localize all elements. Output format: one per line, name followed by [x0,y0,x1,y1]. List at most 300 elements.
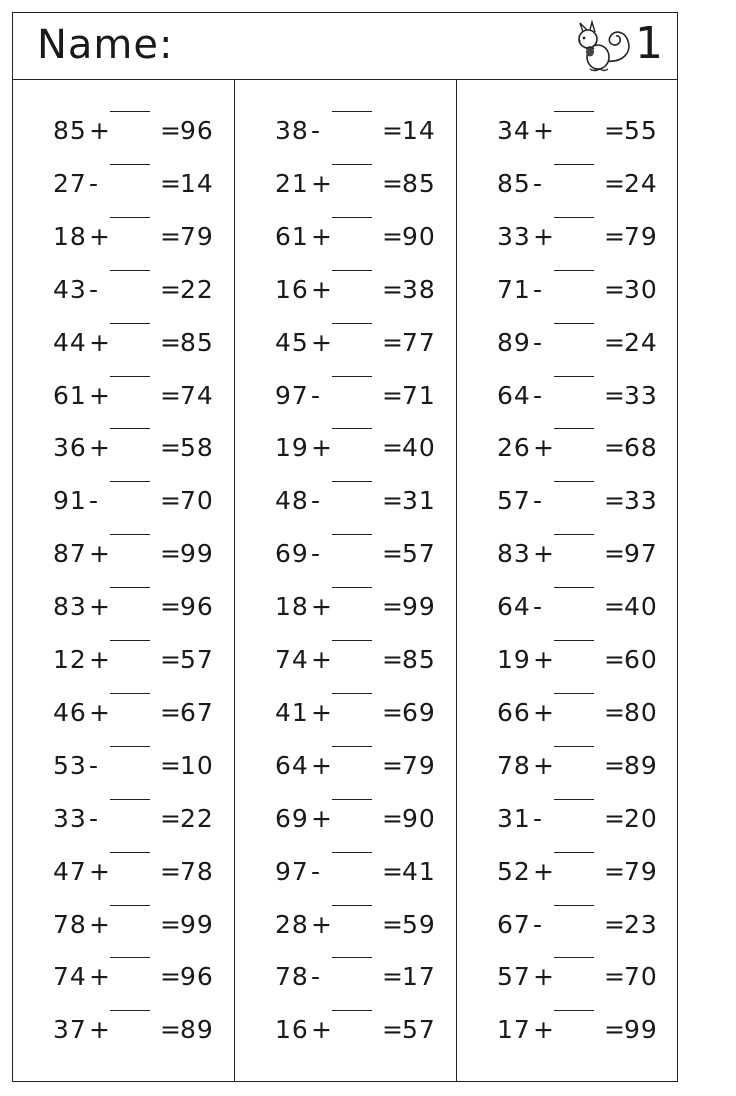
exercise-operator: - [311,380,322,410]
exercise-result: 38 [402,274,436,304]
exercise-operator: + [311,1015,333,1045]
exercise-operand: 33 [497,221,531,251]
answer-blank[interactable] [332,746,372,747]
answer-blank[interactable] [332,164,372,165]
exercise-result: 30 [624,274,658,304]
exercise-row [13,587,234,627]
exercise-row [13,957,234,997]
exercise-result: 33 [624,380,658,410]
answer-blank[interactable] [554,693,594,694]
equals-sign: = [382,856,404,886]
exercise-row [235,746,456,786]
exercise-result: 70 [624,962,658,992]
answer-blank[interactable] [110,270,150,271]
answer-blank[interactable] [332,957,372,958]
equals-sign: = [382,592,404,622]
equals-sign: = [604,539,626,569]
exercise-operator: + [89,856,111,886]
exercise-operator: - [533,803,544,833]
exercise-row [235,693,456,733]
exercise-operator: + [89,327,111,357]
exercise-operand: 61 [53,380,87,410]
answer-blank[interactable] [332,481,372,482]
exercise-operator: + [533,116,555,145]
exercise-operand: 89 [497,327,531,357]
exercise-operand: 71 [497,274,531,304]
exercise-operand: 64 [497,592,531,622]
equals-sign: = [382,116,404,145]
exercise-result: 79 [180,221,214,251]
answer-blank[interactable] [332,534,372,535]
answer-blank[interactable] [554,640,594,641]
answer-blank[interactable] [110,323,150,324]
equals-sign: = [160,750,182,780]
answer-blank[interactable] [110,534,150,535]
exercise-row [457,693,679,733]
exercise-row [457,799,679,839]
worksheet [12,12,678,1082]
exercise-operator: + [533,750,555,780]
exercise-result: 57 [402,539,436,569]
answer-blank[interactable] [332,693,372,694]
equals-sign: = [382,962,404,992]
answer-blank[interactable] [110,852,150,853]
exercise-operand: 16 [275,274,309,304]
exercise-operand: 78 [497,750,531,780]
equals-sign: = [382,697,404,727]
exercise-row [457,1010,679,1050]
exercise-result: 99 [402,592,436,622]
answer-blank[interactable] [332,799,372,800]
exercise-result: 33 [624,486,658,516]
equals-sign: = [160,539,182,569]
exercise-result: 24 [624,327,658,357]
answer-blank[interactable] [332,640,372,641]
exercise-operator: + [89,433,111,463]
equals-sign: = [160,327,182,357]
exercise-row [13,217,234,257]
exercise-operator: - [311,486,322,516]
exercise-operand: 37 [53,1015,87,1045]
exercise-row [13,693,234,733]
equals-sign: = [604,697,626,727]
exercise-row [13,640,234,680]
exercise-operand: 18 [275,592,309,622]
answer-blank[interactable] [332,323,372,324]
exercise-operator: + [311,803,333,833]
exercise-operand: 21 [275,168,309,198]
exercise-operator: + [89,962,111,992]
equals-sign: = [604,856,626,886]
equals-sign: = [160,803,182,833]
exercise-result: 23 [624,909,658,939]
exercise-operator: + [533,962,555,992]
exercise-row [235,270,456,310]
exercise-operand: 83 [497,539,531,569]
exercise-operand: 44 [53,327,87,357]
exercise-operator: - [89,486,100,516]
equals-sign: = [382,486,404,516]
exercise-operator: + [311,697,333,727]
exercise-operand: 48 [275,486,309,516]
answer-blank[interactable] [110,217,150,218]
exercise-operator: + [311,433,333,463]
squirrel-icon [570,19,638,77]
exercise-row [13,111,234,151]
exercise-operand: 34 [497,116,531,145]
answer-blank[interactable] [332,905,372,906]
equals-sign: = [382,645,404,674]
exercise-result: 99 [624,1015,658,1045]
answer-blank[interactable] [110,957,150,958]
answer-blank[interactable] [110,693,150,694]
exercise-operand: 19 [275,433,309,463]
exercise-row [457,534,679,574]
exercise-operand: 27 [53,168,87,198]
exercise-operand: 31 [497,803,531,833]
exercise-operator: - [311,539,322,569]
equals-sign: = [160,856,182,886]
exercise-row [235,376,456,416]
exercise-operand: 69 [275,803,309,833]
equals-sign: = [160,909,182,939]
equals-sign: = [382,750,404,780]
answer-blank[interactable] [554,799,594,800]
exercise-row [457,376,679,416]
exercise-result: 74 [180,380,214,410]
exercise-operand: 17 [497,1015,531,1045]
exercise-operator: + [89,697,111,727]
exercise-operator: + [311,909,333,939]
exercise-operator: + [311,221,333,251]
exercise-operator: + [533,645,555,674]
exercise-operator: - [311,962,322,992]
exercise-operand: 47 [53,856,87,886]
equals-sign: = [382,327,404,357]
equals-sign: = [160,221,182,251]
exercise-result: 96 [180,592,214,622]
exercise-row [13,481,234,521]
equals-sign: = [604,274,626,304]
equals-sign: = [604,645,626,674]
answer-blank[interactable] [332,587,372,588]
exercise-operand: 97 [275,380,309,410]
exercise-operand: 46 [53,697,87,727]
exercise-row [457,905,679,945]
exercise-operator: - [311,116,322,145]
exercise-result: 57 [180,645,214,674]
exercise-result: 55 [624,116,658,145]
exercise-result: 24 [624,168,658,198]
exercise-row [13,905,234,945]
exercise-result: 78 [180,856,214,886]
exercise-operand: 67 [497,909,531,939]
exercise-result: 96 [180,116,214,145]
answer-blank[interactable] [110,164,150,165]
exercise-result: 68 [624,433,658,463]
exercise-row [235,217,456,257]
worksheet-header [13,13,677,80]
exercise-result: 14 [402,116,436,145]
exercise-result: 22 [180,274,214,304]
exercise-result: 79 [402,750,436,780]
exercise-column-1 [13,80,235,1081]
answer-blank[interactable] [332,852,372,853]
exercise-result: 59 [402,909,436,939]
exercise-result: 70 [180,486,214,516]
exercise-row [235,587,456,627]
exercise-row [13,428,234,468]
answer-blank[interactable] [332,217,372,218]
exercise-result: 85 [402,645,436,674]
answer-blank[interactable] [110,428,150,429]
exercise-result: 89 [624,750,658,780]
answer-blank[interactable] [110,1010,150,1011]
exercise-result: 69 [402,697,436,727]
exercise-row [457,323,679,363]
exercise-result: 77 [402,327,436,357]
answer-blank[interactable] [554,376,594,377]
exercise-operand: 57 [497,962,531,992]
exercise-row [13,799,234,839]
exercise-operator: + [533,697,555,727]
exercise-operator: - [533,327,544,357]
exercise-operand: 19 [497,645,531,674]
exercise-result: 17 [402,962,436,992]
exercise-operator: - [311,856,322,886]
exercise-result: 40 [624,592,658,622]
exercise-operand: 26 [497,433,531,463]
exercise-result: 99 [180,539,214,569]
answer-blank[interactable] [332,1010,372,1011]
exercise-operator: + [89,380,111,410]
exercise-operator: - [89,168,100,198]
exercise-operand: 78 [53,909,87,939]
exercise-operator: + [311,592,333,622]
equals-sign: = [604,803,626,833]
exercise-operator: + [89,1015,111,1045]
exercise-result: 67 [180,697,214,727]
answer-blank[interactable] [554,534,594,535]
exercise-operand: 52 [497,856,531,886]
equals-sign: = [382,274,404,304]
exercise-row [235,164,456,204]
equals-sign: = [382,1015,404,1045]
exercise-operator: + [89,539,111,569]
exercise-row [235,111,456,151]
equals-sign: = [604,909,626,939]
exercise-result: 96 [180,962,214,992]
exercise-operand: 78 [275,962,309,992]
exercise-result: 79 [624,856,658,886]
exercise-operand: 16 [275,1015,309,1045]
exercise-row [235,323,456,363]
exercise-operand: 28 [275,909,309,939]
exercise-operand: 83 [53,592,87,622]
exercise-operator: - [533,168,544,198]
answer-blank[interactable] [554,905,594,906]
exercise-row [235,957,456,997]
exercise-row [457,852,679,892]
exercise-row [457,164,679,204]
exercise-operator: + [89,909,111,939]
exercise-operator: + [533,221,555,251]
exercise-operand: 64 [275,750,309,780]
equals-sign: = [604,327,626,357]
exercise-operator: - [89,274,100,304]
equals-sign: = [382,539,404,569]
exercise-row [13,376,234,416]
answer-blank[interactable] [554,323,594,324]
exercise-row [457,270,679,310]
exercise-operator: - [533,274,544,304]
exercise-result: 22 [180,803,214,833]
answer-blank[interactable] [554,481,594,482]
exercise-operand: 74 [53,962,87,992]
answer-blank[interactable] [554,270,594,271]
exercise-row [13,534,234,574]
answer-blank[interactable] [110,111,150,112]
exercise-operator: - [89,750,100,780]
exercise-operand: 12 [53,645,87,674]
exercise-row [235,534,456,574]
answer-blank[interactable] [554,217,594,218]
equals-sign: = [160,116,182,145]
exercise-operand: 61 [275,221,309,251]
exercise-operator: + [89,221,111,251]
exercise-row [457,587,679,627]
equals-sign: = [382,909,404,939]
answer-blank[interactable] [110,587,150,588]
exercise-columns [13,80,677,1081]
exercise-operand: 87 [53,539,87,569]
answer-blank[interactable] [554,1010,594,1011]
exercise-operand: 45 [275,327,309,357]
exercise-row [235,481,456,521]
exercise-result: 90 [402,803,436,833]
exercise-row [457,428,679,468]
answer-blank[interactable] [554,111,594,112]
exercise-row [13,323,234,363]
answer-blank[interactable] [110,905,150,906]
exercise-operand: 43 [53,274,87,304]
answer-blank[interactable] [332,428,372,429]
exercise-row [235,799,456,839]
exercise-result: 79 [624,221,658,251]
exercise-operator: + [311,274,333,304]
exercise-operand: 97 [275,856,309,886]
answer-blank[interactable] [332,270,372,271]
equals-sign: = [604,380,626,410]
exercise-row [235,905,456,945]
answer-blank[interactable] [332,111,372,112]
answer-blank[interactable] [110,799,150,800]
exercise-row [13,852,234,892]
exercise-result: 60 [624,645,658,674]
exercise-operand: 85 [53,116,87,145]
answer-blank[interactable] [554,852,594,853]
exercise-result: 57 [402,1015,436,1045]
equals-sign: = [604,433,626,463]
exercise-operator: - [533,592,544,622]
answer-blank[interactable] [110,640,150,641]
exercise-result: 20 [624,803,658,833]
exercise-result: 80 [624,697,658,727]
exercise-operand: 41 [275,697,309,727]
answer-blank[interactable] [554,957,594,958]
exercise-operator: + [89,116,111,145]
exercise-result: 41 [402,856,436,886]
answer-blank[interactable] [554,428,594,429]
equals-sign: = [604,221,626,251]
equals-sign: = [604,592,626,622]
exercise-row [235,1010,456,1050]
equals-sign: = [160,274,182,304]
exercise-result: 58 [180,433,214,463]
equals-sign: = [160,486,182,516]
exercise-operand: 85 [497,168,531,198]
exercise-operator: + [311,168,333,198]
exercise-operand: 74 [275,645,309,674]
exercise-operator: + [533,856,555,886]
exercise-row [13,746,234,786]
exercise-row [457,217,679,257]
equals-sign: = [382,803,404,833]
answer-blank[interactable] [554,164,594,165]
exercise-column-2 [235,80,457,1081]
exercise-row [235,428,456,468]
exercise-operator: - [533,486,544,516]
answer-blank[interactable] [332,376,372,377]
equals-sign: = [160,697,182,727]
answer-blank[interactable] [554,746,594,747]
exercise-operand: 36 [53,433,87,463]
equals-sign: = [160,1015,182,1045]
exercise-result: 99 [180,909,214,939]
exercise-operator: - [533,909,544,939]
equals-sign: = [604,1015,626,1045]
exercise-result: 85 [180,327,214,357]
exercise-result: 40 [402,433,436,463]
answer-blank[interactable] [554,587,594,588]
exercise-row [457,746,679,786]
equals-sign: = [160,168,182,198]
equals-sign: = [604,962,626,992]
exercise-operand: 57 [497,486,531,516]
exercise-operand: 69 [275,539,309,569]
answer-blank[interactable] [110,746,150,747]
exercise-result: 31 [402,486,436,516]
exercise-result: 90 [402,221,436,251]
answer-blank[interactable] [110,376,150,377]
exercise-result: 10 [180,750,214,780]
exercise-result: 97 [624,539,658,569]
exercise-result: 71 [402,380,436,410]
equals-sign: = [604,116,626,145]
exercise-operand: 38 [275,116,309,145]
answer-blank[interactable] [110,481,150,482]
exercise-operand: 33 [53,803,87,833]
exercise-row [457,481,679,521]
exercise-operand: 64 [497,380,531,410]
exercise-result: 89 [180,1015,214,1045]
exercise-operand: 18 [53,221,87,251]
exercise-operator: + [311,645,333,674]
equals-sign: = [382,380,404,410]
exercise-operator: + [533,433,555,463]
equals-sign: = [382,168,404,198]
exercise-operand: 53 [53,750,87,780]
